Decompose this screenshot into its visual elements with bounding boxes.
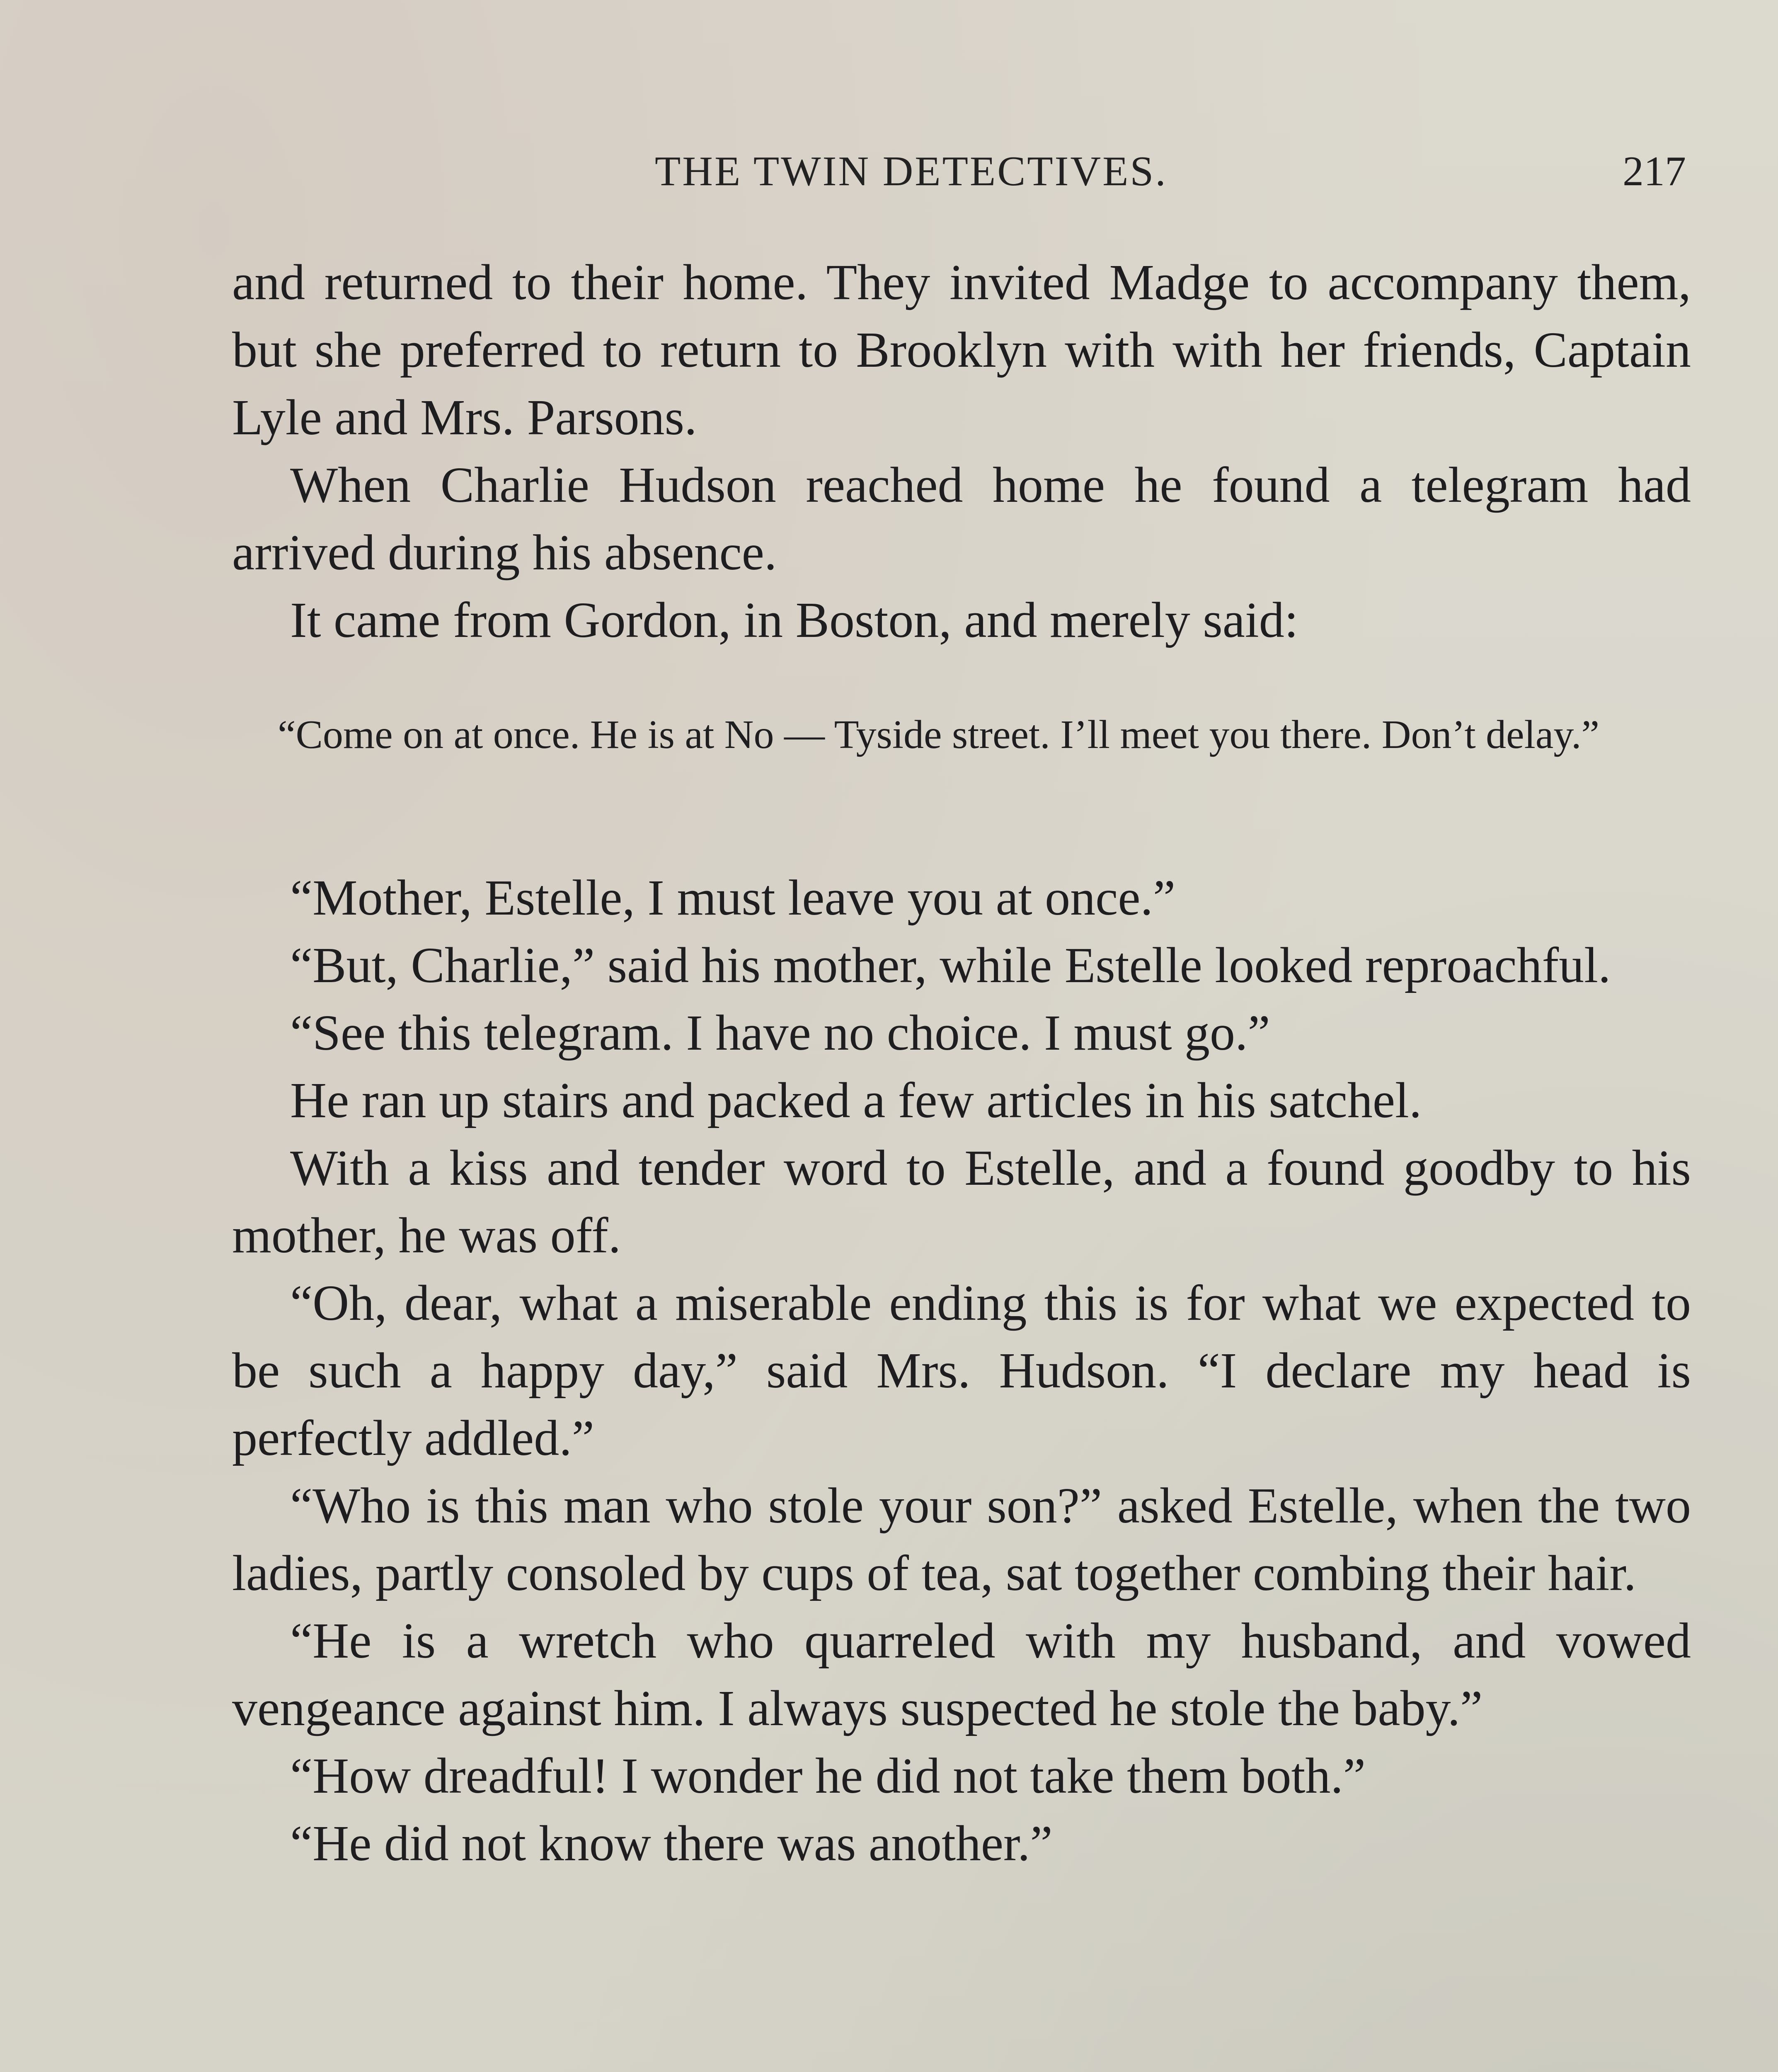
text-block-1 xyxy=(232,249,1691,654)
paragraph: “Who is this man who stole your son?” asked Estelle, when the two ladies, partly consoled by cups of tea, sat together combing their hair. xyxy=(232,1478,1691,1601)
text-block-2 xyxy=(232,864,1691,1877)
paragraph: “He is a wretch who quarreled with my husband, and vowed vengeance against him. I always suspected he stole the baby.” xyxy=(232,1613,1691,1736)
paragraph: “Oh, dear, what a miserable ending this is for what we expected to be such a happy day,” said Mrs. Hudson. “I declare my head is perfectly addled.” xyxy=(232,1275,1691,1466)
paragraph: It came from Gordon, in Boston, and merely said: xyxy=(290,592,1298,648)
paragraph: “How dreadful! I wonder he did not take them both.” xyxy=(290,1748,1366,1804)
running-title: THE TWIN DETECTIVES. xyxy=(655,148,1168,195)
paragraph: “See this telegram. I have no choice. I must go.” xyxy=(290,1005,1270,1061)
telegram-quote: “Come on at once. He is at No — Tyside street. I’ll meet you there. Don’t delay.” xyxy=(278,712,1600,757)
paragraph: When Charlie Hudson reached home he found a telegram had arrived during his absence. xyxy=(232,457,1691,581)
paragraph: “But, Charlie,” said his mother, while Estelle looked reproachful. xyxy=(290,937,1611,993)
paragraph: and returned to their home. They invited Madge to accompany them, but she preferred to return to Brooklyn with with her friends, Captain Lyle and Mrs. Parsons. xyxy=(232,254,1691,445)
paragraph: With a kiss and tender word to Estelle, and a found goodby to his mother, he was off. xyxy=(232,1140,1691,1264)
paragraph: He ran up stairs and packed a few articles in his satchel. xyxy=(290,1072,1422,1128)
paragraph: “He did not know there was another.” xyxy=(290,1815,1053,1871)
page-number: 217 xyxy=(1623,148,1686,195)
paragraph: “Mother, Estelle, I must leave you at once.” xyxy=(290,870,1176,926)
